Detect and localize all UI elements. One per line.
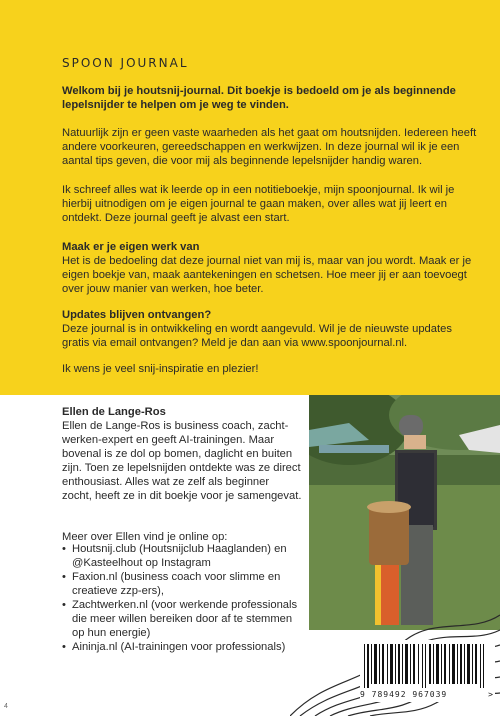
closing-line: Ik wens je veel snij-inspiratie en plezier! [62,363,259,375]
more-label: Meer over Ellen vind je online op: [62,531,228,543]
barcode-arrow: > [488,690,493,699]
isbn-digits: 9 789492 967039 [360,690,448,699]
link-aininja[interactable]: • Aininja.nl (AI-trainingen voor professionals) [62,640,302,654]
section-2-text: Deze journal is in ontwikkeling en wordt aangevuld. Wil je de nieuwste updates gratis via email ontvangen? Meld je dan aan via www.spoonjournal.nl. [62,323,452,349]
author-bio: Ellen de Lange-Ros is business coach, zacht-werken-expert en geeft AI-trainingen. Maar bovenal is ze dol op bomen, daglicht en buiten zijn. Toen ze lepelsnijden ontdekte was ze direct enthousiast. Alles wat ze zelf als beginner zocht, heeft ze in dit boekje voor je samengevat. [62,420,302,502]
author-heading: Ellen de Lange-Ros [62,406,166,418]
isbn-barcode [360,640,495,702]
brand-title: SPOON JOURNAL [62,56,189,70]
link-faxion[interactable]: • Faxion.nl (business coach voor slimme en creatieve zzp-ers), [62,570,302,598]
section-1-text: Het is de bedoeling dat deze journal niet van mij is, maar van jou wordt. Maak er je eigen boekje van, maak aantekeningen en schetsen. Hoe meer jij er aan toevoegt over jouw manier van werken, hoe beter. [62,255,472,295]
link-zachtwerken[interactable]: • Zachtwerken.nl (voor werkende professionals die meer willen bereiken door af te stemmen op hun energie) [62,598,302,640]
intro-bold: Welkom bij je houtsnij-journal. Dit boekje is bedoeld om je als beginnende lepelsnijder te helpen om je weg te vinden. [62,85,456,111]
paragraph-2: Ik schreef alles wat ik leerde op in een notitieboekje, mijn spoonjournal. Ik wil je hierbij uitnodigen om je eigen journal te gaan maken, over alles wat jij leert en ontdekt. Deze journal geeft je alvast een start. [62,184,455,224]
link-houtsnij[interactable]: • Houtsnij.club (Houtsnijclub Haaglanden) en @Kasteelhout op Instagram [62,542,302,570]
section-1-heading: Maak er je eigen werk van [62,241,200,253]
page-mark: 4 [4,703,8,710]
paragraph-1: Natuurlijk zijn er geen vaste waarheden als het gaat om houtsnijden. Iedereen heeft andere voorkeuren, gereedschappen en werkwijzen. In deze journal wil ik je een aantal tips geven, die voor mij als beginnende lepelsnijder handig waren. [62,127,477,167]
links-list [62,542,302,654]
section-2-heading: Updates blijven ontvangen? [62,309,212,321]
